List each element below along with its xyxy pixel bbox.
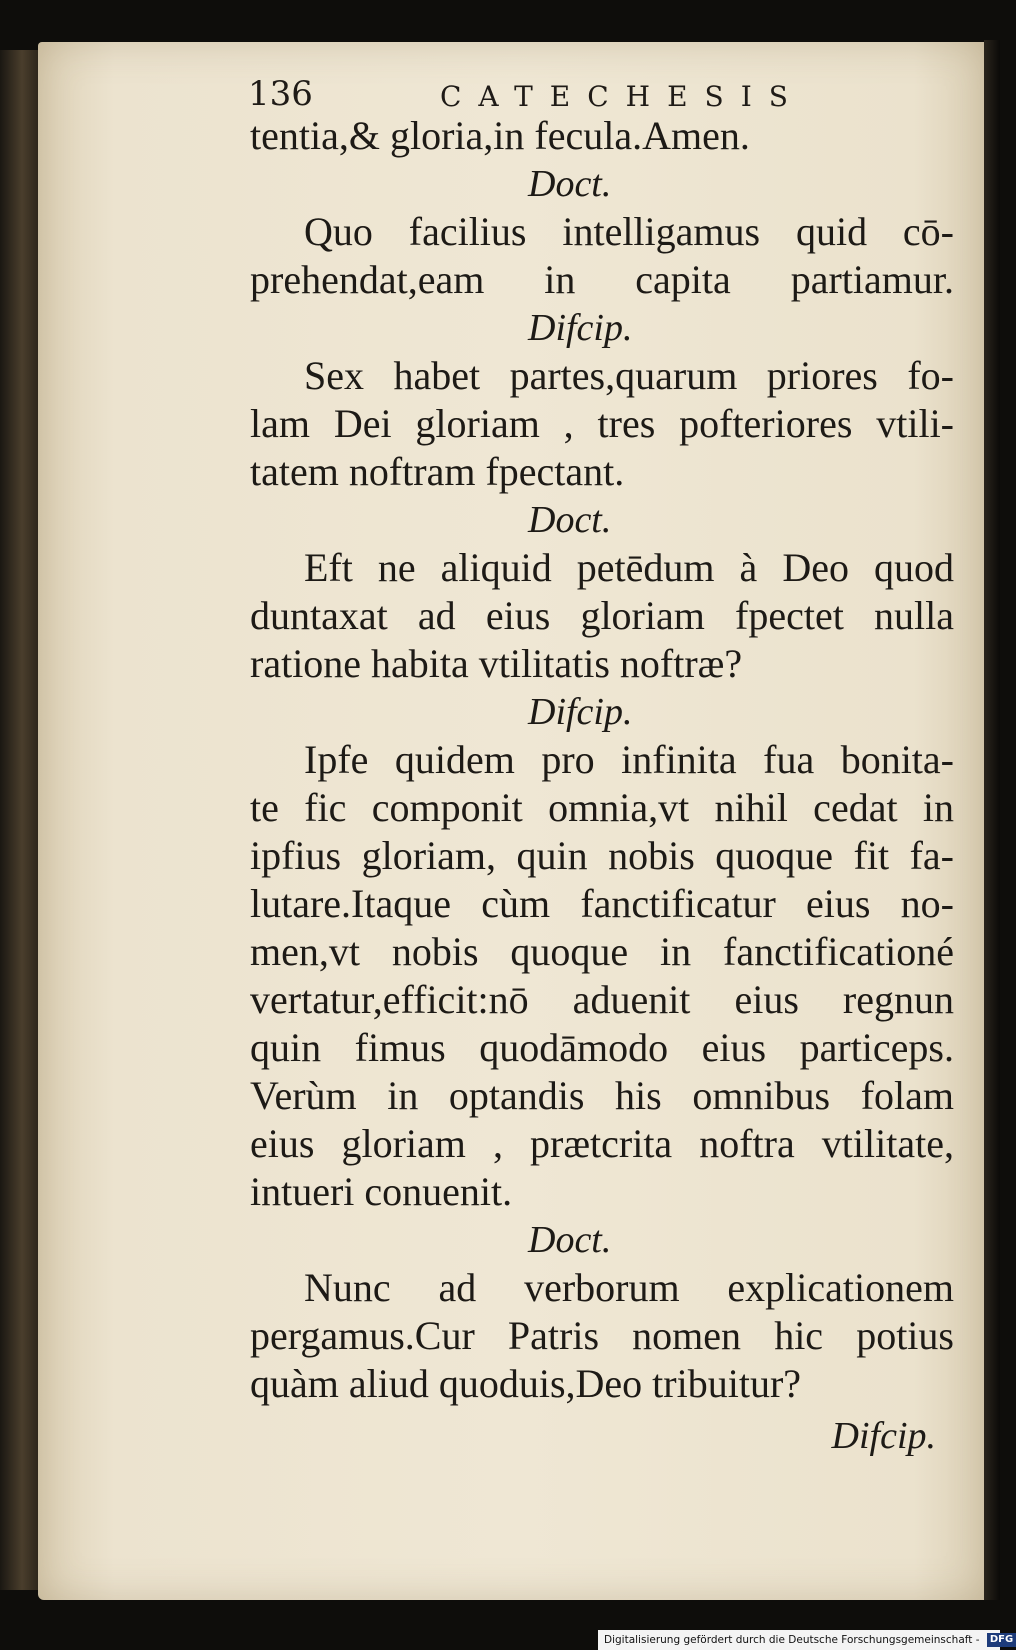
text-line: Quo facilius intelligamus quid cō- <box>304 209 954 254</box>
text-line: lam Dei gloriam , tres pofteriores vtili- <box>250 401 954 446</box>
text-line: ipfius gloriam, quin nobis quoque fit fa- <box>250 833 954 878</box>
text-line: pergamus.Cur Patris nomen hic potius <box>250 1313 954 1358</box>
speaker-label: Difcip. <box>528 691 633 733</box>
text-line: quin fimus quodāmodo eius particeps. <box>250 1025 954 1070</box>
text-line: prehendat,eam in capita partiamur. <box>250 257 954 302</box>
text-line: lutare.Itaque cùm fanctificatur eius no- <box>250 881 954 926</box>
text-line: intueri conuenit. <box>250 1169 513 1214</box>
catchword: Difcip. <box>831 1415 936 1457</box>
page-number: 136 <box>248 74 313 114</box>
digitization-credit-bar <box>598 1630 1014 1650</box>
page-edge-shadow <box>984 40 1000 1600</box>
speaker-label: Doct. <box>528 163 612 205</box>
book-binding <box>0 50 40 1590</box>
text-line: duntaxat ad eius gloriam fpectet nulla <box>250 593 954 638</box>
speaker-label: Doct. <box>528 1219 612 1261</box>
text-line: ratione habita vtilitatis noftræ? <box>250 641 743 686</box>
text-line: eius gloriam , prætcrita noftra vtilitate, <box>250 1121 954 1166</box>
text-line: tentia,& gloria,in fecula.Amen. <box>250 113 750 158</box>
text-line: Eft ne aliquid petēdum à Deo quod <box>304 545 954 590</box>
text-line: quàm aliud quoduis,Deo tribuitur? <box>250 1361 802 1406</box>
text-line: Ipfe quidem pro infinita fua bonita- <box>304 737 954 782</box>
text-line: men,vt nobis quoque in fanctificationé <box>250 929 954 974</box>
speaker-label: Doct. <box>528 499 612 541</box>
dfg-logo: DFG <box>987 1633 1016 1647</box>
text-line: Nunc ad verborum explicationem <box>304 1265 954 1310</box>
text-line: Sex habet partes,quarum priores fo- <box>304 353 954 398</box>
text-line: Verùm in optandis his omnibus folam <box>250 1073 954 1118</box>
text-line: vertatur,efficit:nō aduenit eius regnun <box>250 977 954 1022</box>
text-line: te fic componit omnia,vt nihil cedat in <box>250 785 954 830</box>
running-title: CATECHESIS <box>440 80 805 113</box>
page-text <box>250 112 954 1462</box>
text-line: tatem noftram fpectant. <box>250 449 625 494</box>
speaker-label: Difcip. <box>528 307 633 349</box>
digitization-credit-text: Digitalisierung gefördert durch die Deutsche Forschungsgemeinschaft - <box>604 1634 980 1646</box>
